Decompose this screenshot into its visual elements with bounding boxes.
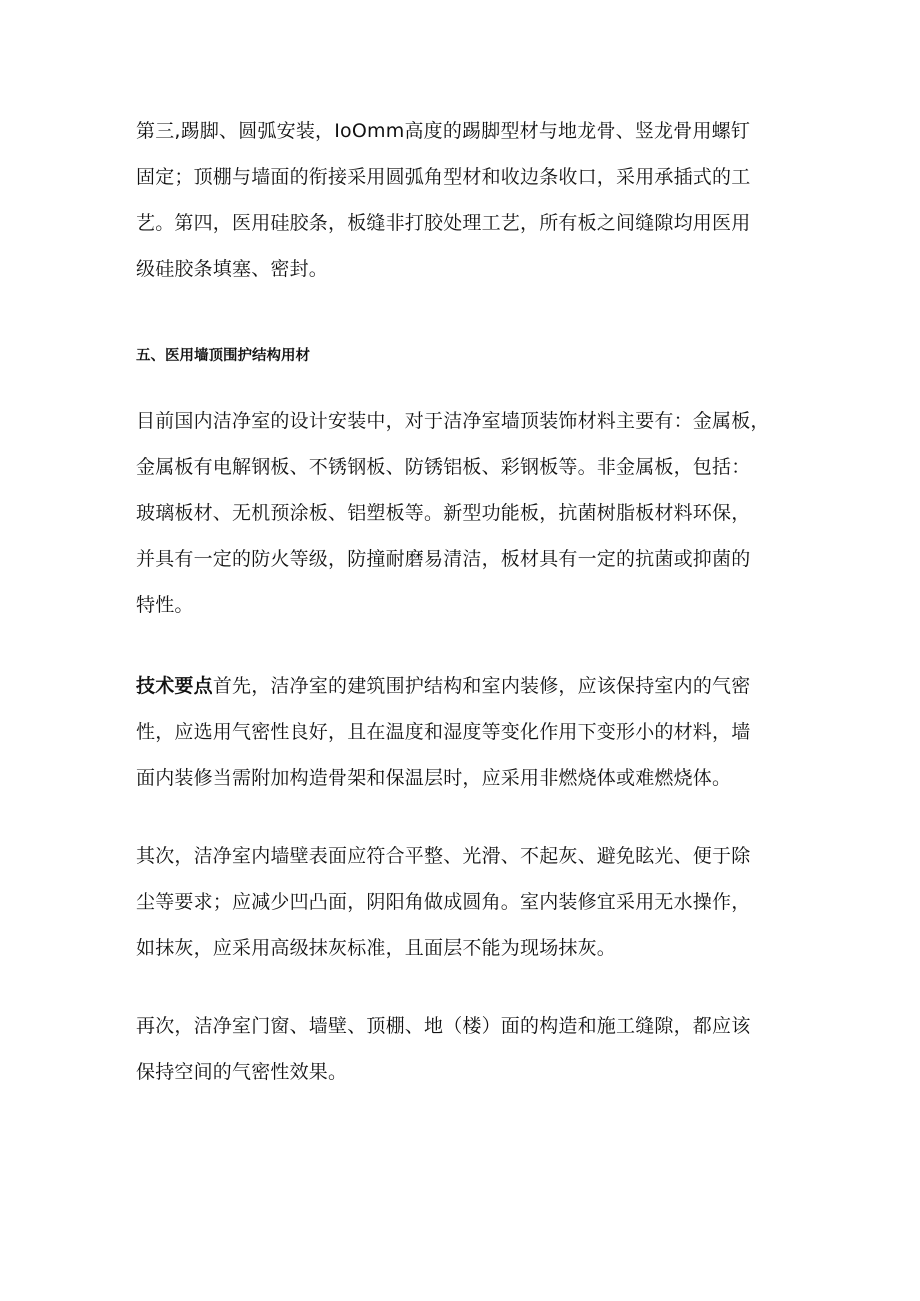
text-line: 其次，洁净室内墙壁表面应符合平整、光滑、不起灰、避免眩光、便于除 <box>136 845 751 867</box>
bold-lead-term: 技术要点 <box>136 675 213 697</box>
paragraph-airtightness <box>136 1003 796 1095</box>
text-line: 并具有一定的防火等级，防撞耐磨易清洁，板材具有一定的抗菌或抑菌的 <box>136 548 751 570</box>
paragraph-wall-surface <box>136 833 796 971</box>
text-line: 如抹灰，应采用高级抹灰标准，且面层不能为现场抹灰。 <box>136 937 617 959</box>
text-line: 级硅胶条填塞、密封。 <box>136 258 329 280</box>
text-line: 性，应选用气密性良好，且在温度和湿度等变化作用下变形小的材料，墙 <box>136 721 751 743</box>
text-line: 面内装修当需附加构造骨架和保温层时，应采用非燃烧体或难燃烧体。 <box>136 767 732 789</box>
text-line: 特性。 <box>136 594 194 616</box>
text-line-rest: 首先，洁净室的建筑围护结构和室内装修，应该保持室内的气密 <box>212 675 751 697</box>
text-line: 目前国内洁净室的设计安装中，对于洁净室墙顶装饰材料主要有：金属板， <box>136 410 770 432</box>
text-line: 玻璃板材、无机预涂板、铝塑板等。新型功能板，抗菌树脂板材料环保， <box>136 502 751 524</box>
text-line: 尘等要求；应减少凹凸面，阴阳角做成圆角。室内装修宜采用无水操作， <box>136 891 751 913</box>
text-line: 第三,踢脚、圆弧安装，IoOmm高度的踢脚型材与地龙骨、竖龙骨用螺钉 <box>136 120 751 142</box>
text-line: 保持空间的气密性效果。 <box>136 1061 348 1083</box>
paragraph-installation <box>136 108 796 292</box>
paragraph-technical-points <box>136 663 796 801</box>
text-line <box>136 663 796 709</box>
section-heading: 五、医用墙顶围护结构用材 <box>136 348 310 364</box>
paragraph-materials <box>136 398 796 628</box>
text-line: 再次，洁净室门窗、墙壁、顶棚、地（楼）面的构造和施工缝隙，都应该 <box>136 1015 751 1037</box>
text-line: 固定；顶棚与墙面的衔接采用圆弧角型材和收边条收口，采用承插式的工 <box>136 166 751 188</box>
text-line: 金属板有电解钢板、不锈钢板、防锈铝板、彩钢板等。非金属板，包括： <box>136 456 751 478</box>
text-line: 艺。第四，医用硅胶条，板缝非打胶处理工艺，所有板之间缝隙均用医用 <box>136 212 751 234</box>
